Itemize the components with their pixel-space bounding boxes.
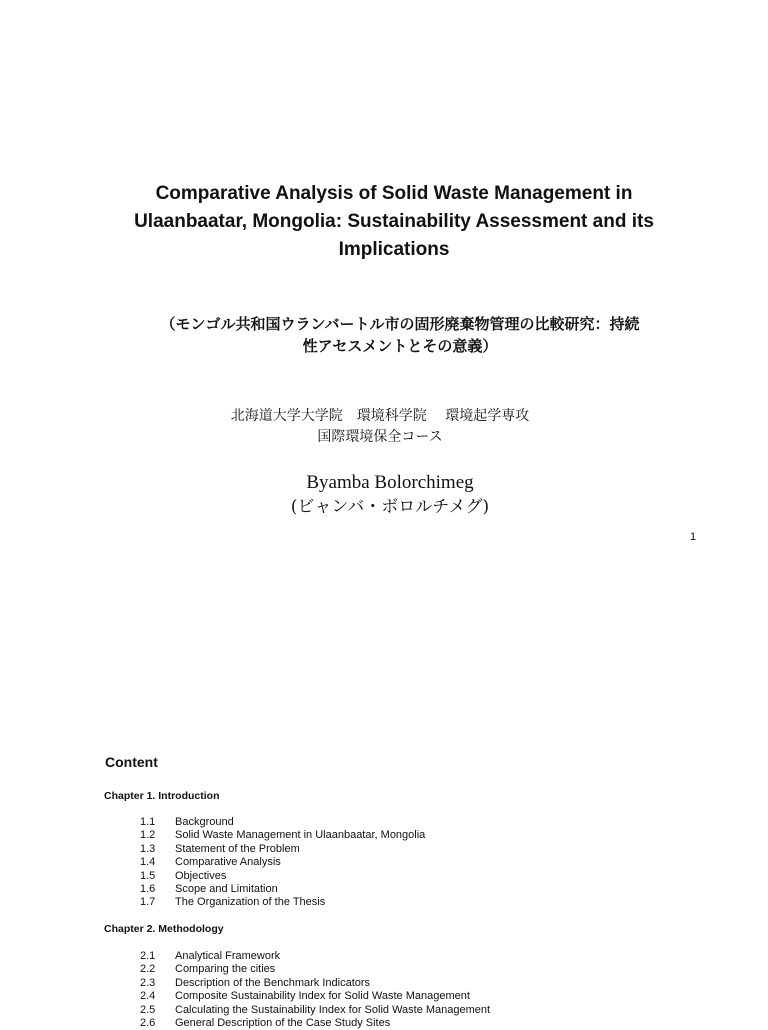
toc-item-number: 1.2	[140, 829, 156, 842]
toc-item-number: 1.3	[140, 842, 156, 855]
title-line-3: Implications	[338, 239, 450, 260]
toc-item-number: 1.7	[140, 896, 156, 909]
title-line-2: Ulaanbaatar, Mongolia: Sustainability Assessment and its	[134, 211, 654, 232]
affiliation-line-1: 北海道大学大学院 環境科学院 環境起学専攻	[230, 408, 530, 424]
japanese-title-line-1: （モンゴル共和国ウランバートル市の固形廃棄物管理の比較研究：持続	[160, 315, 640, 333]
chapter-2-items	[140, 950, 490, 1030]
toc-item-number: 2.4	[140, 990, 156, 1003]
toc-item-number: 1.4	[140, 856, 156, 869]
toc-item	[140, 963, 490, 976]
toc-item-label: Solid Waste Management in Ulaanbaatar, Mongolia	[175, 829, 426, 842]
toc-item	[140, 843, 425, 856]
chapter-1-title: Chapter 1. Introduction	[104, 790, 220, 802]
toc-item-label: Analytical Framework	[175, 950, 281, 962]
toc-item-label: The Organization of the Thesis	[175, 896, 326, 909]
toc-item-number: 2.1	[140, 950, 156, 962]
toc-item-label: Statement of the Problem	[175, 842, 300, 855]
chapter-2-title: Chapter 2. Methodology	[104, 923, 224, 935]
toc-item-number: 1.6	[140, 882, 156, 895]
page-number: 1	[690, 531, 697, 543]
toc-item	[140, 883, 425, 896]
toc-item-label: General Description of the Case Study Sites	[175, 1016, 391, 1029]
toc-item	[140, 977, 490, 990]
toc-item-number: 2.5	[140, 1003, 156, 1016]
document-title	[40, 180, 748, 264]
toc-item-number: 1.5	[140, 869, 156, 882]
author-name-kana: (ビャンバ・ボロルチメグ)	[290, 497, 490, 517]
contents-heading: Content	[105, 754, 158, 770]
japanese-title	[60, 313, 740, 357]
title-line-1: Comparative Analysis of Solid Waste Management in	[155, 183, 633, 204]
toc-item	[140, 1017, 490, 1030]
toc-item-number: 1.1	[140, 816, 156, 828]
toc-item	[140, 1004, 490, 1017]
toc-item-label: Comparative Analysis	[175, 856, 281, 869]
author-block	[180, 470, 600, 520]
toc-item	[140, 856, 425, 869]
toc-item	[140, 950, 490, 963]
toc-item-label: Background	[175, 816, 234, 828]
toc-item-label: Objectives	[175, 869, 227, 882]
toc-item	[140, 870, 425, 883]
toc-item-label: Description of the Benchmark Indicators	[175, 976, 371, 989]
toc-item	[140, 990, 490, 1003]
toc-item-label: Scope and Limitation	[175, 882, 278, 895]
japanese-title-line-2: 性アセスメントとその意義）	[302, 337, 498, 355]
affiliation-line-2: 国際環境保全コース	[317, 429, 443, 445]
chapter-1-items	[140, 816, 425, 910]
author-name: Byamba Bolorchimeg	[306, 472, 474, 493]
affiliation	[100, 406, 660, 448]
toc-item	[140, 829, 425, 842]
toc-item-label: Calculating the Sustainability Index for Solid Waste Management	[175, 1003, 491, 1016]
toc-item-label: Composite Sustainability Index for Solid Waste Management	[175, 990, 470, 1003]
toc-item	[140, 816, 425, 829]
toc-item-number: 2.2	[140, 963, 156, 976]
toc-item	[140, 896, 425, 909]
toc-item-label: Comparing the cities	[175, 963, 276, 976]
toc-item-number: 2.6	[140, 1016, 156, 1029]
toc-item-number: 2.3	[140, 976, 156, 989]
